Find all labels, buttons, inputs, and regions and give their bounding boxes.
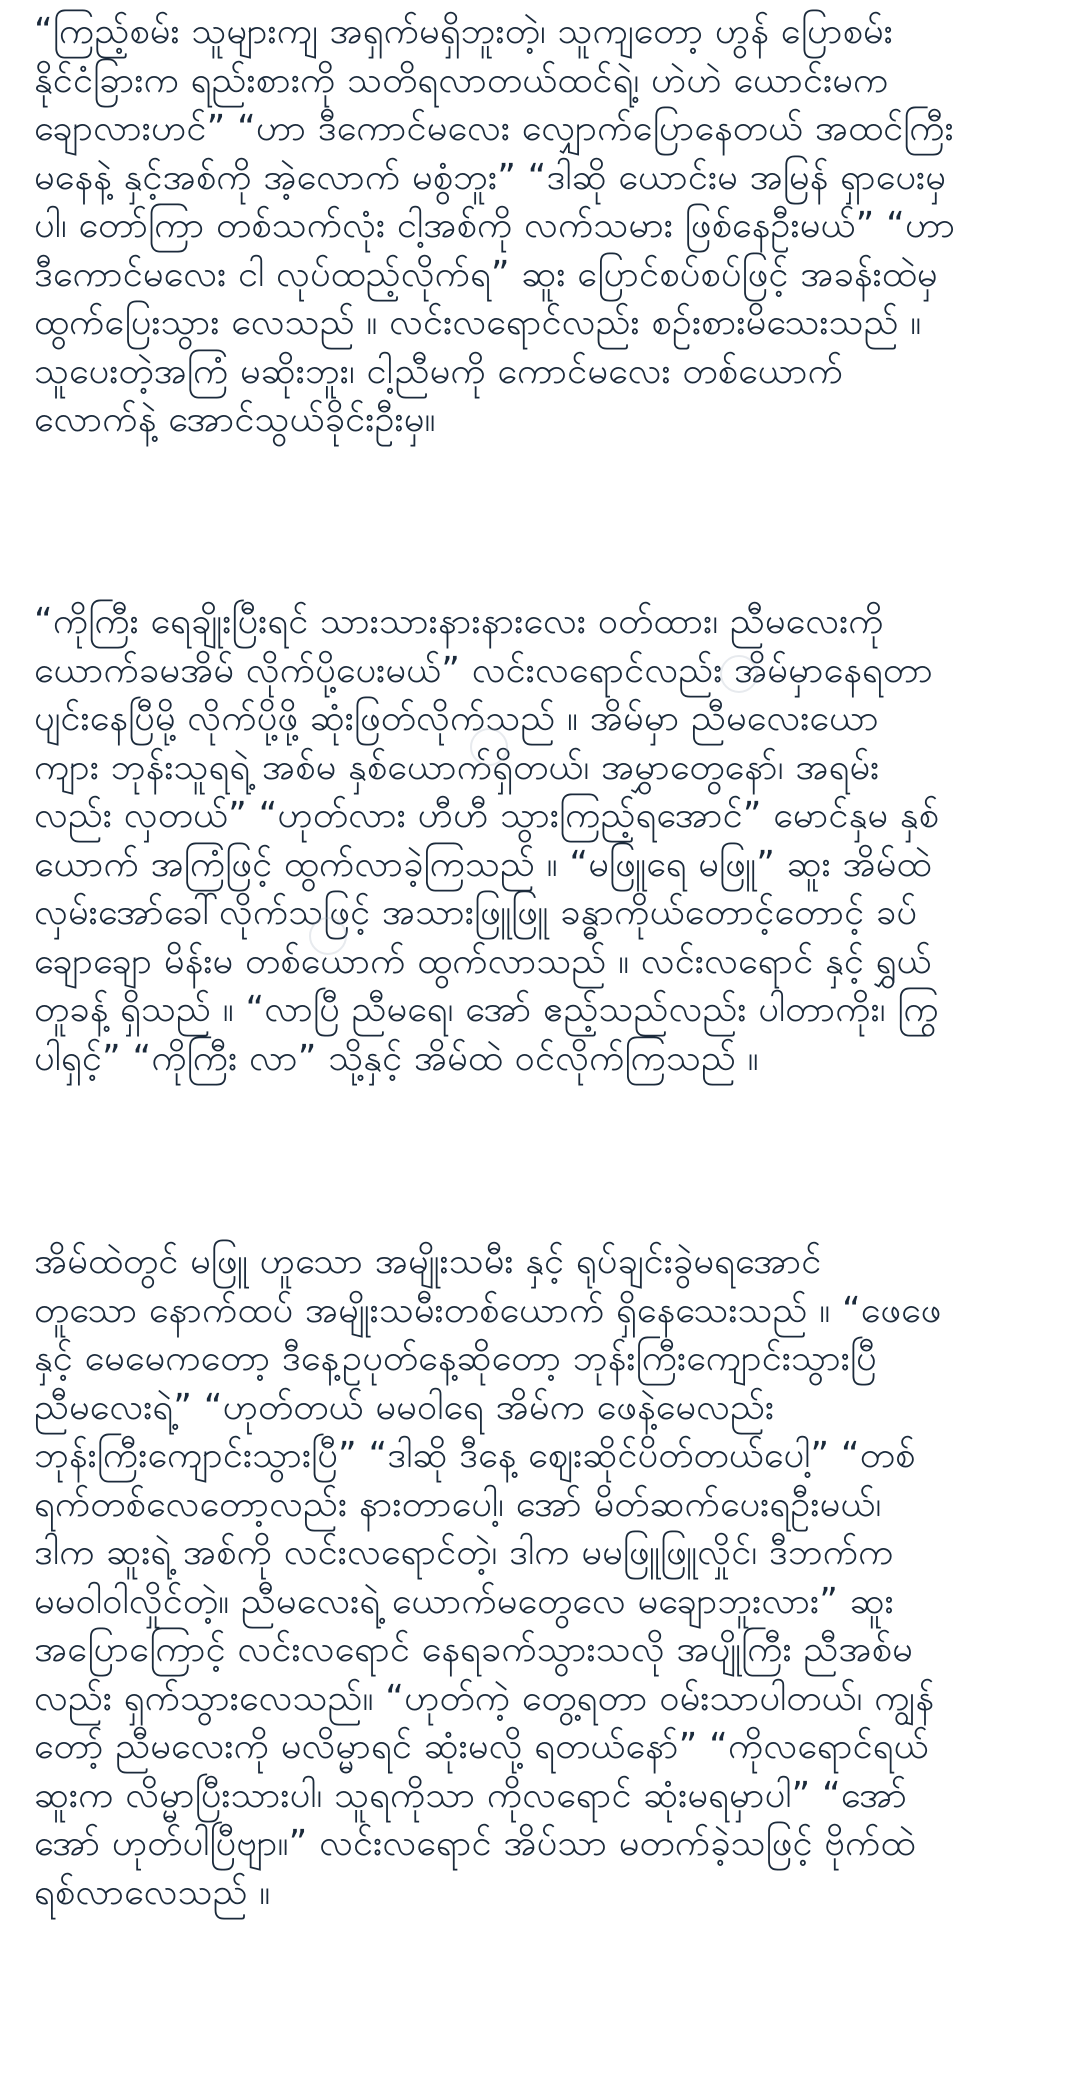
text-line: ဆူးက လိမ္မာပြီးသားပါ၊ သူရကိုသာ ကိုလရောင် ဆုံးမရမှာပါ” “အော် <box>34 1774 908 1816</box>
text-line: အိမ်ထဲတွင် မဖြူ ဟူသော အမျိုးသမီး နှင့် ရုပ်ချင်းခွဲမရအောင် <box>34 1241 822 1282</box>
text-line: ဒီကောင်မလေး ငါ လုပ်ထည့်လိုက်ရ” ဆူး ပြောင်စပ်စပ်ဖြင့် အခန်းထဲမှ <box>34 253 938 295</box>
text-line: လည်း ရှက်သွားလေသည်။ “ဟုတ်ကဲ့ တွေ့ရတာ ဝမ်းသာပါတယ်၊ ကျွန် <box>34 1677 935 1719</box>
text-line: “ကြည့်စမ်း သူများကျ အရှက်မရှိဘူးတဲ့၊ သူကျတော့ ဟွန် ပြောစမ်း <box>34 11 893 52</box>
text-line: ယောက် အကြံဖြင့် ထွက်လာခဲ့ကြသည် ။ “မဖြူရေ မဖြူ” ဆူး အိမ်ထဲ <box>34 843 932 885</box>
text-line: ပါ၊ တော်ကြာ တစ်သက်လုံး ငါ့အစ်ကို လက်သမား ဖြစ်နေဦးမယ်” “ဟာ <box>34 205 956 246</box>
text-line: ကျား ဘုန်းသူရရဲ့ အစ်မ နှစ်ယောက်ရှိတယ်၊ အမွှာတွေနော်၊ အရမ်း <box>34 746 880 788</box>
text-line: အပြောကြောင့် လင်းလရောင် နေရခက်သွားသလို အပျိုကြီး ညီအစ်မ <box>34 1629 913 1670</box>
text-line: လောက်နဲ့ အောင်သွယ်ခိုင်းဦးမှ။ <box>34 399 436 440</box>
text-line: ယောက်ခမအိမ် လိုက်ပို့ပေးမယ်” လင်းလရောင်လည်း အိမ်မှာနေရတာ <box>34 649 933 691</box>
text-line: ပါရှင့်” “ကိုကြီး လာ” သို့နှင့် အိမ်ထဲ ဝင်လိုက်ကြသည် ။ <box>34 1037 759 1079</box>
text-line: ရက်တစ်လေတော့လည်း နားတာပေါ့၊ အော် မိတ်ဆက်ပေးရဦးမယ်၊ <box>34 1483 882 1525</box>
text-line: ချောချော မိန်းမ တစ်ယောက် ထွက်လာသည် ။ လင်းလရောင် နှင့် ရွှယ် <box>34 940 932 982</box>
text-line: ဘုန်းကြီးကျောင်းသွားပြီ” “ဒါဆို ဒီနေ့ ဈေးဆိုင်ပိတ်တယ်ပေါ့” “တစ် <box>34 1435 916 1476</box>
paragraph-1 <box>34 8 1054 445</box>
text-line: လည်း လှတယ်” “ဟုတ်လား ဟီဟီ သွားကြည့်ရအောင်” မောင်နှမ နှစ် <box>34 795 940 836</box>
text-line: အော် ဟုတ်ပါပြီဗျာ။” လင်းလရောင် အိပ်သာ မတက်ခဲ့သဖြင့် ဗိုက်ထဲ <box>34 1823 916 1864</box>
text-line: တော့် ညီမလေးကို မလိမ္မာရင် ဆုံးမလို့ ရတယ်နော်” “ကိုလရောင်ရယ် <box>34 1726 929 1767</box>
paragraph-2 <box>34 598 1054 1083</box>
text-line: ဒါက ဆူးရဲ့ အစ်ကို လင်းလရောင်တဲ့၊ ဒါက မမဖြူဖြူလှိုင်၊ ဒီဘက်က <box>34 1532 894 1573</box>
text-line: နိုင်ငံခြားက ရည်းစားကို သတိရလာတယ်ထင်ရဲ့၊ ဟဲဟဲ ယောင်းမက <box>34 59 889 101</box>
text-line: ပျင်းနေပြီမို့ လိုက်ပို့ဖို့ ဆုံးဖြတ်လိုက်သည် ။ အိမ်မှာ ညီမလေးယော <box>34 698 879 739</box>
text-line: လှမ်းအော်ခေါ်လိုက်သဖြင့် အသားဖြူဖြူ ခန္ဓာကိုယ်တောင့်တောင့် ခပ် <box>34 892 918 933</box>
text-line: မမဝါဝါလှိုင်တဲ့။ ညီမလေးရဲ့ ယောက်မတွေလေ မချောဘူးလား” ဆူး <box>34 1580 894 1622</box>
text-line: သူပေးတဲ့အကြံ မဆိုးဘူး၊ ငါ့ညီမကို ကောင်မလေး တစ်ယောက် <box>34 350 844 392</box>
text-line: နှင့် မေမေကတော့ ဒီနေ့ဥပုတ်နေ့ဆိုတော့ ဘုန်းကြီးကျောင်းသွားပြီ <box>34 1338 877 1379</box>
text-line: တူသော နောက်ထပ် အမျိုးသမီးတစ်ယောက် ရှိနေသေးသည် ။ “ဖေဖေ <box>34 1289 942 1331</box>
text-line: ရစ်လာလေသည် ။ <box>34 1871 271 1913</box>
text-line: ညီမလေးရဲ့” “ဟုတ်တယ် မမဝါရေ အိမ်က ဖေနဲ့မေလည်း <box>34 1386 775 1428</box>
text-line: တူခန့် ရှိသည် ။ “လာပြီ ညီမရေ၊ အော် ဧည့်သည်လည်း ပါတာကိုး၊ ကြွ <box>34 989 939 1030</box>
text-line: “ကိုကြီး ရေချိုးပြီးရင် သားသားနားနားလေး ဝတ်ထား၊ ညီမလေးကို <box>34 601 884 642</box>
text-line: ချောလားဟင်” “ဟာ ဒီကောင်မလေး လျှောက်ပြောနေတယ် အထင်ကြီး <box>34 108 954 149</box>
paragraph-3 <box>34 1238 1054 1917</box>
text-line: မနေနဲ့ နှင့်အစ်ကို အဲ့လောက် မစွံဘူး” “ဒါဆို ယောင်းမ အမြန် ရှာပေးမှ <box>34 156 946 198</box>
text-line: ထွက်ပြေးသွား လေသည် ။ လင်းလရောင်လည်း စဉ်းစားမိသေးသည် ။ <box>34 302 922 343</box>
